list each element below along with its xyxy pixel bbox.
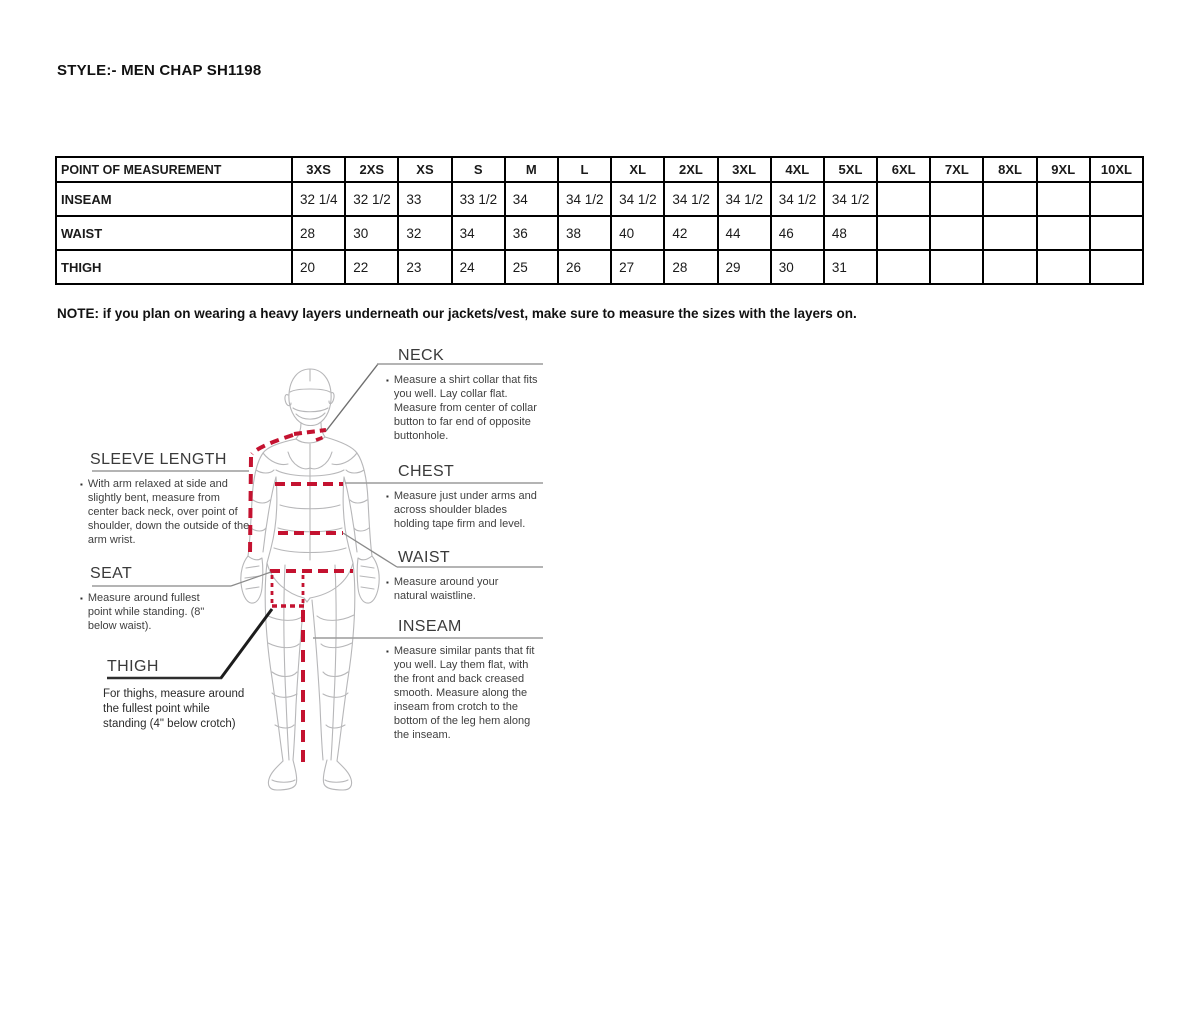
size-value-cell: 20 <box>292 250 345 284</box>
size-value-cell <box>877 182 930 216</box>
guide-section-chest <box>386 462 544 531</box>
size-value-cell: 34 1/2 <box>718 182 771 216</box>
guide-heading-seat: SEAT <box>90 565 133 582</box>
column-header-size-4xl: 4XL <box>771 157 824 182</box>
bullet-icon: ▪ <box>386 647 389 656</box>
row-label: INSEAM <box>56 182 292 216</box>
guide-text-thigh: For thighs, measure around the fullest point while standing (4" below crotch) <box>103 688 245 730</box>
sleeve-measure-line <box>252 435 293 454</box>
neck-measure-line <box>294 430 326 434</box>
guide-heading-neck: NECK <box>398 347 445 364</box>
size-value-cell: 34 1/2 <box>771 182 824 216</box>
size-value-cell: 33 <box>398 182 451 216</box>
measurement-diagram <box>0 338 620 818</box>
column-header-size-9xl: 9XL <box>1037 157 1090 182</box>
size-table <box>55 156 1144 285</box>
size-value-cell: 36 <box>505 216 558 250</box>
size-value-cell: 48 <box>824 216 877 250</box>
size-value-cell <box>983 182 1036 216</box>
size-value-cell: 32 1/4 <box>292 182 345 216</box>
column-header-size-5xl: 5XL <box>824 157 877 182</box>
guide-text-inseam: Measure similar pants that fit you well. Lay them flat, with the front and back creased smooth. Measure along the inseam from crotch to the bottom of the leg hem along the inseam. <box>393 645 535 741</box>
size-value-cell: 22 <box>345 250 398 284</box>
size-value-cell <box>930 216 983 250</box>
size-value-cell <box>1090 216 1143 250</box>
bullet-icon: ▪ <box>80 480 83 489</box>
size-value-cell: 33 1/2 <box>452 182 505 216</box>
column-header-size-3xs: 3XS <box>292 157 345 182</box>
column-header-size-3xl: 3XL <box>718 157 771 182</box>
size-value-cell <box>930 182 983 216</box>
size-value-cell: 28 <box>664 250 717 284</box>
guide-section-seat <box>80 564 222 633</box>
bullet-icon: ▪ <box>80 594 83 603</box>
size-value-cell: 42 <box>664 216 717 250</box>
size-table-row-waist <box>56 216 1143 250</box>
bullet-icon: ▪ <box>386 578 389 587</box>
guide-heading-chest: CHEST <box>398 463 455 480</box>
size-value-cell <box>1090 182 1143 216</box>
size-value-cell: 34 1/2 <box>664 182 717 216</box>
guide-section-inseam <box>386 617 544 742</box>
size-value-cell <box>1037 182 1090 216</box>
guide-text-waist: Measure around your natural waistline. <box>393 576 499 602</box>
size-value-cell <box>1037 250 1090 284</box>
guide-text-neck: Measure a shirt collar that fits you well. Lay collar flat. Measure from center of collar button to far end of opposite buttonhole. <box>393 374 538 442</box>
guide-heading-thigh: THIGH <box>107 658 159 675</box>
size-value-cell: 34 1/2 <box>824 182 877 216</box>
guide-section-sleeve-length <box>80 450 250 547</box>
size-value-cell: 32 <box>398 216 451 250</box>
size-value-cell: 40 <box>611 216 664 250</box>
size-value-cell: 29 <box>718 250 771 284</box>
size-value-cell <box>877 250 930 284</box>
column-header-size-s: S <box>452 157 505 182</box>
size-value-cell: 44 <box>718 216 771 250</box>
note-text: NOTE: if you plan on wearing a heavy layers underneath our jackets/vest, make sure to measure the sizes with the layers on. <box>57 306 857 321</box>
bullet-icon: ▪ <box>386 492 389 501</box>
size-table-row-thigh <box>56 250 1143 284</box>
size-value-cell <box>983 250 1036 284</box>
column-header-size-l: L <box>558 157 611 182</box>
size-table-row-inseam <box>56 182 1143 216</box>
size-value-cell: 23 <box>398 250 451 284</box>
size-value-cell: 34 1/2 <box>611 182 664 216</box>
column-header-size-2xl: 2XL <box>664 157 717 182</box>
size-value-cell: 27 <box>611 250 664 284</box>
size-value-cell: 34 1/2 <box>558 182 611 216</box>
size-value-cell: 34 <box>505 182 558 216</box>
size-value-cell: 30 <box>345 216 398 250</box>
size-value-cell: 26 <box>558 250 611 284</box>
column-header-size-2xs: 2XS <box>345 157 398 182</box>
guide-heading-sleeve-length: SLEEVE LENGTH <box>90 451 227 468</box>
size-value-cell: 34 <box>452 216 505 250</box>
guide-heading-inseam: INSEAM <box>398 618 462 635</box>
column-header-size-8xl: 8XL <box>983 157 1036 182</box>
column-header-size-6xl: 6XL <box>877 157 930 182</box>
size-value-cell: 31 <box>824 250 877 284</box>
guide-heading-waist: WAIST <box>398 549 451 566</box>
column-header-size-10xl: 10XL <box>1090 157 1143 182</box>
size-value-cell: 24 <box>452 250 505 284</box>
size-value-cell: 32 1/2 <box>345 182 398 216</box>
guide-section-waist <box>386 548 512 603</box>
guide-section-neck <box>386 346 544 443</box>
guide-section-thigh <box>103 657 255 732</box>
size-value-cell <box>877 216 930 250</box>
size-table-container <box>55 156 1144 285</box>
size-value-cell: 46 <box>771 216 824 250</box>
column-header-point-of-measurement: POINT OF MEASUREMENT <box>56 157 292 182</box>
size-value-cell: 38 <box>558 216 611 250</box>
column-header-size-m: M <box>505 157 558 182</box>
size-value-cell <box>930 250 983 284</box>
page-title: STYLE:- MEN CHAP SH1198 <box>57 62 262 79</box>
column-header-size-xs: XS <box>398 157 451 182</box>
bullet-icon: ▪ <box>386 376 389 385</box>
guide-text-sleeve-length: With arm relaxed at side and slightly bent, measure from center back neck, over point of shoulder, down the outside of the arm wrist. <box>87 478 250 546</box>
size-value-cell: 25 <box>505 250 558 284</box>
row-label: WAIST <box>56 216 292 250</box>
guide-text-chest: Measure just under arms and across shoulder blades holding tape firm and level. <box>393 490 537 530</box>
size-value-cell: 28 <box>292 216 345 250</box>
size-value-cell <box>983 216 1036 250</box>
size-table-header-row <box>56 157 1143 182</box>
row-label: THIGH <box>56 250 292 284</box>
column-header-size-7xl: 7XL <box>930 157 983 182</box>
size-value-cell <box>1037 216 1090 250</box>
size-value-cell: 30 <box>771 250 824 284</box>
guide-text-seat: Measure around fullest point while standing. (8" below waist). <box>87 592 205 632</box>
column-header-size-xl: XL <box>611 157 664 182</box>
size-value-cell <box>1090 250 1143 284</box>
